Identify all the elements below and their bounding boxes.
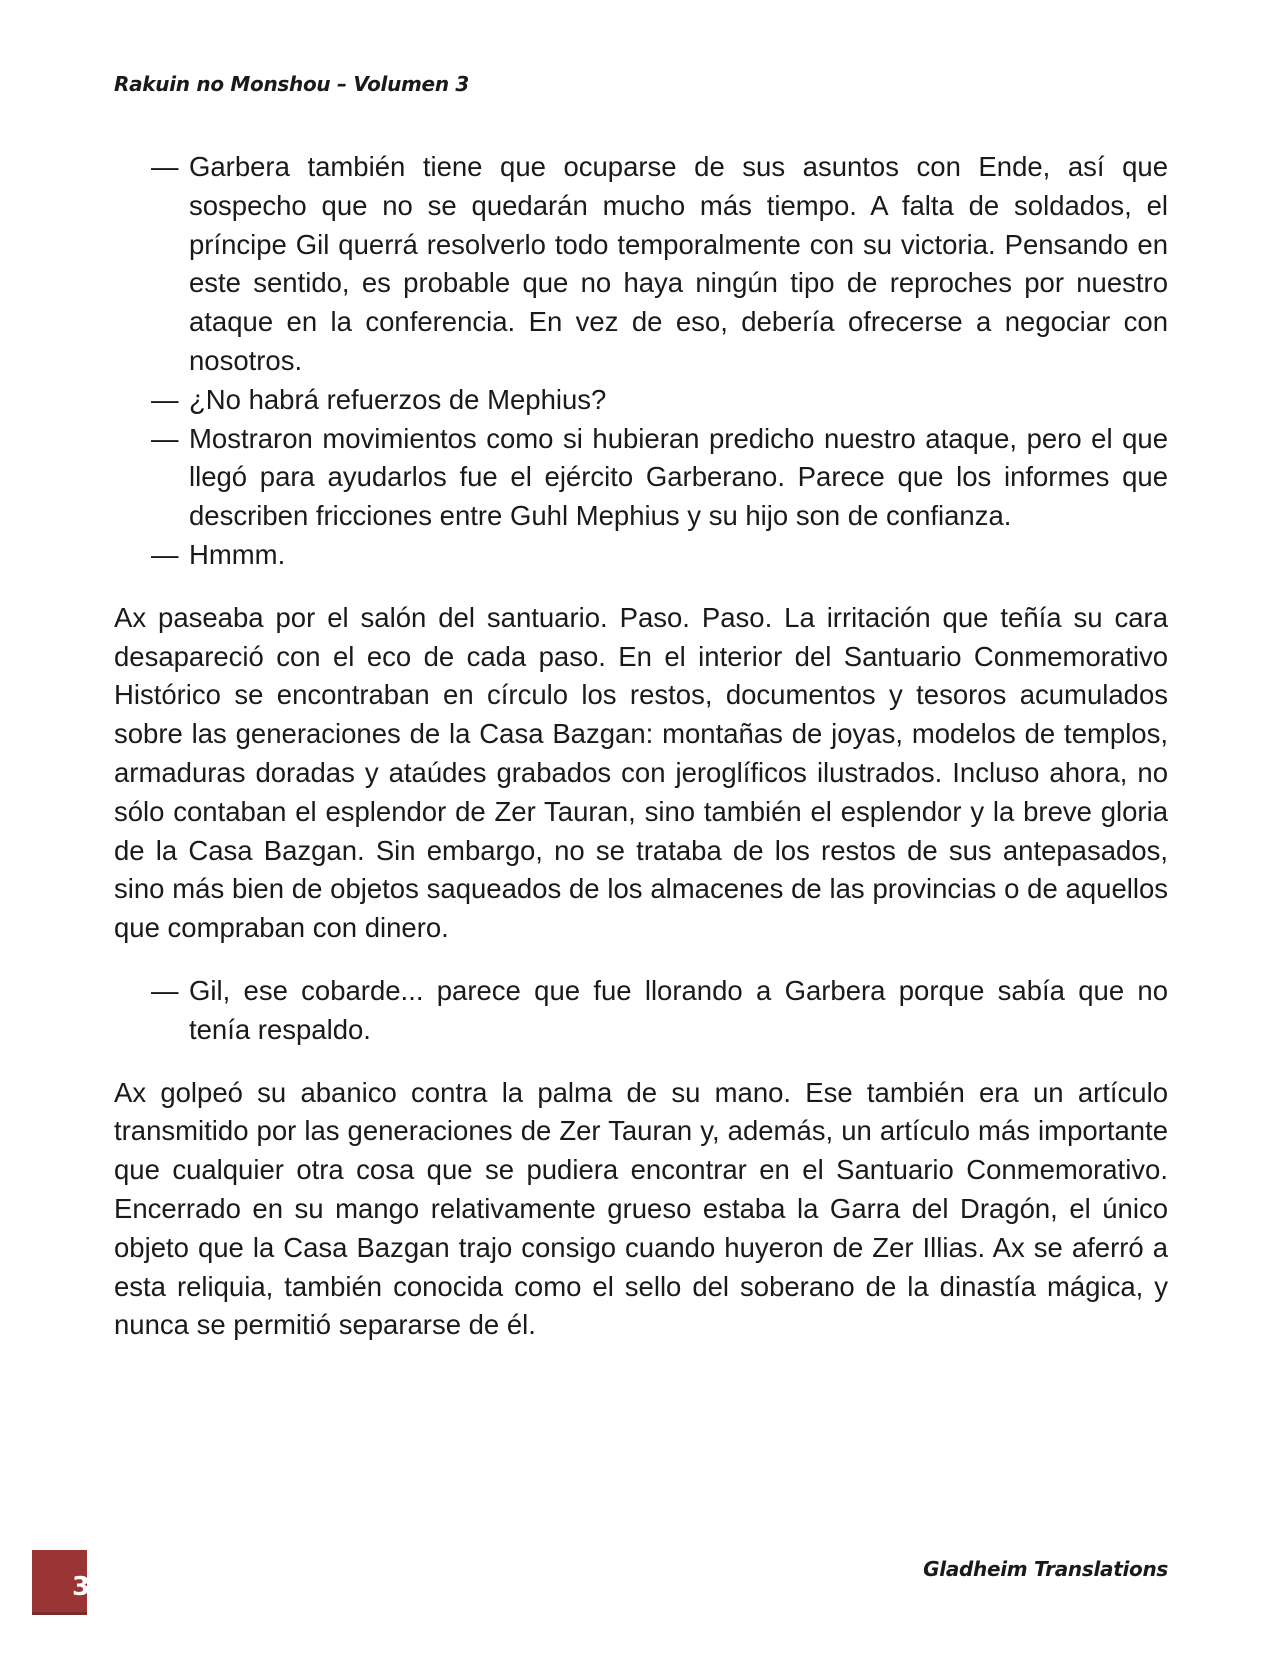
page-number-underline bbox=[32, 1612, 87, 1615]
dialogue-line bbox=[114, 420, 1168, 536]
dialogue-line bbox=[114, 148, 1168, 381]
dialogue-dash: — bbox=[151, 383, 179, 415]
dialogue-dash: — bbox=[151, 538, 179, 570]
paragraph-gap bbox=[114, 948, 1168, 972]
page-number: 3 bbox=[72, 1572, 91, 1602]
dialogue-text: Garbera también tiene que ocuparse de sus asuntos con Ende, así que sospecho que no se quedarán mucho más tiempo. A falta de soldados, el príncipe Gil querrá resolverlo todo temporalmente con su victoria. Pensando en este sentido, es probable que no haya ningún tipo de reproches por nuestro ataque en la conferencia. En vez de eso, debería ofrecerse a negociar con nosotros. bbox=[189, 151, 1168, 376]
paragraph-gap bbox=[114, 575, 1168, 599]
dialogue-line bbox=[114, 381, 1168, 420]
narrative-paragraph: Ax golpeó su abanico contra la palma de su mano. Ese también era un artículo transmitido por las generaciones de Zer Tauran y, además, un artículo más importante que cualquier otra cosa que se pudiera encontrar en el Santuario Conmemorativo. Encerrado en su mango relativamente grueso estaba la Garra del Dragón, el único objeto que la Casa Bazgan trajo consigo cuando huyeron de Zer Illias. Ax se aferró a esta reliquia, también conocida como el sello del soberano de la dinastía mágica, y nunca se permitió separarse de él. bbox=[114, 1076, 1168, 1341]
page-body bbox=[114, 148, 1168, 1345]
dialogue-text: Hmmm. bbox=[189, 538, 286, 570]
dialogue-text: Gil, ese cobarde... parece que fue llorando a Garbera porque sabía que no tenía respaldo. bbox=[189, 974, 1168, 1045]
dialogue-dash: — bbox=[151, 151, 179, 182]
dialogue-text: Mostraron movimientos como si hubieran predicho nuestro ataque, pero el que llegó para ayudarlos fue el ejército Garberano. Parece que los informes que describen fricciones entre Guhl Mephius y su hijo son de confianza. bbox=[189, 422, 1168, 532]
paragraph-gap bbox=[114, 1050, 1168, 1074]
dialogue-line bbox=[114, 536, 1168, 575]
dialogue-dash: — bbox=[151, 422, 179, 454]
dialogue-text: ¿No habrá refuerzos de Mephius? bbox=[189, 383, 607, 415]
dialogue-line bbox=[114, 972, 1168, 1050]
running-header: Rakuin no Monshou – Volumen 3 bbox=[114, 72, 470, 96]
narrative-paragraph: Ax paseaba por el salón del santuario. Paso. Paso. La irritación que teñía su cara desapareció con el eco de cada paso. En el interior del Santuario Conmemorativo Histórico se encontraban en círculo los restos, documentos y tesoros acumulados sobre las generaciones de la Casa Bazgan: montañas de joyas, modelos de templos, armaduras doradas y ataúdes grabados con jeroglíficos ilustrados. Incluso ahora, no sólo contaban el esplendor de Zer Tauran, sino también el esplendor y la breve gloria de la Casa Bazgan. Sin embargo, no se trataba de los restos de sus antepasados, sino más bien de objetos saqueados de los almacenes de las provincias o de aquellos que compraban con dinero. bbox=[114, 601, 1168, 944]
dialogue-dash: — bbox=[151, 974, 179, 1006]
footer-credit: Gladheim Translations bbox=[923, 1557, 1168, 1581]
